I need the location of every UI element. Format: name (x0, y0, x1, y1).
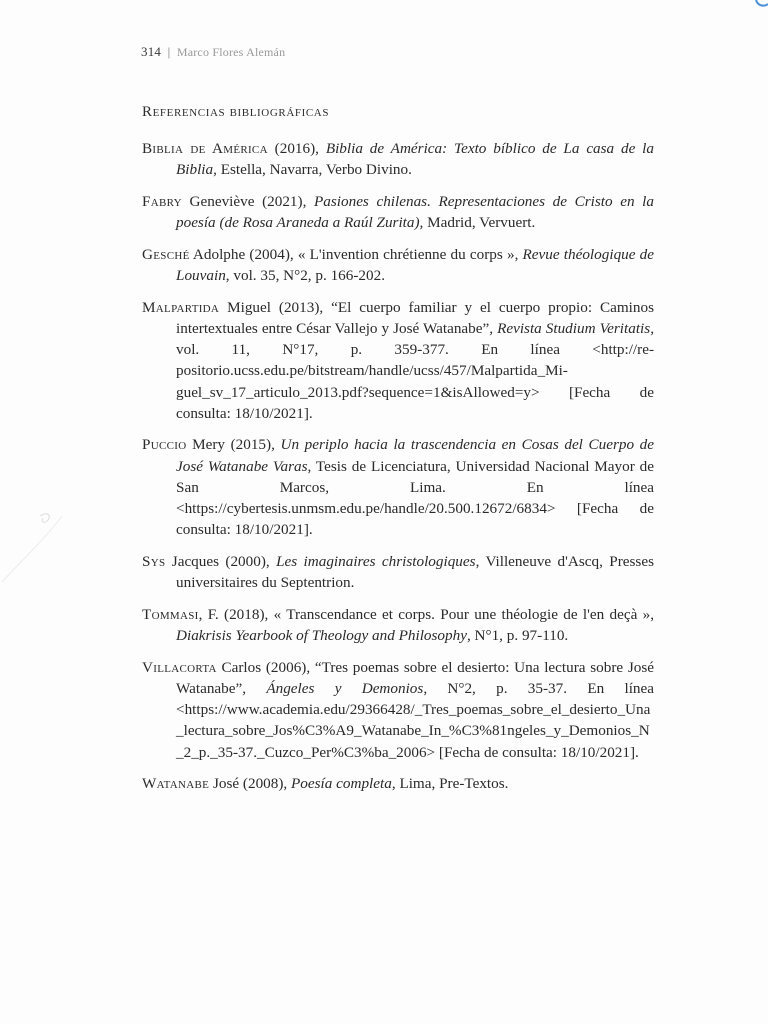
reference-author: Biblia de América (142, 140, 268, 157)
reference-title: Biblia de América: Texto bíblico de La casa de la Biblia (176, 140, 654, 179)
reference-entry (142, 138, 654, 180)
reference-entry (142, 434, 654, 540)
reference-title: Revista Studium Veritatis (497, 319, 651, 337)
reference-details: , Estella, Navarra, Verbo Divino. (213, 161, 412, 179)
section-title: Referencias bibliográficas (142, 104, 330, 120)
running-head-author: Marco Flores Alemán (176, 45, 286, 59)
reference-details: Madrid, Vervuert. (423, 214, 536, 232)
reference-title: Ángeles y Demonios (266, 679, 424, 697)
reference-author: Tommasi (142, 605, 199, 623)
reference-title: Revue théologique de Louvain (176, 245, 654, 285)
corner-mark-icon (754, 0, 768, 8)
reference-entry (142, 604, 654, 646)
reference-text: Jacques (2000), (165, 552, 277, 570)
reference-author: Fabry (142, 192, 182, 210)
reference-title: Pasiones chilenas. Representaciones de Cristo en la poesía (de Rosa Araneda a Raúl Zurita), (176, 192, 654, 232)
reference-title: Diakrisis Yearbook of Theology and Philosophy (176, 627, 467, 645)
reference-details: , vol. 11, N°17, p. 359-377. En línea <http://repositorio.ucss.edu.pe/bitstream/handle/ucss/457/Malpartida_Miguel_sv_17_articulo_2013.pdf?sequence=1&isAllowed=y> [Fecha de consulta: 18/10/2021]. (176, 319, 654, 422)
reference-details: , Tesis de Licenciatura, Universidad Nacional Mayor de San Marcos, Lima. En línea <https://cybertesis.unmsm.edu.pe/handle/20.500.12672/6834> [Fecha de consulta: 18/10/2021]. (176, 457, 654, 539)
reference-author: Watanabe (142, 775, 210, 793)
reference-entry (142, 551, 654, 593)
reference-entry (142, 657, 654, 763)
reference-list (142, 138, 654, 805)
reference-author: Malpartida (142, 298, 220, 316)
running-head (141, 44, 285, 60)
pencil-mark-icon (0, 470, 80, 590)
reference-entry (142, 297, 654, 424)
reference-entry (142, 244, 654, 286)
page-number: 314 (141, 44, 162, 59)
reference-text: Carlos (2006), “Tres poemas sobre el desierto: Una lectura sobre José Watanabe”, (176, 658, 654, 697)
reference-entry (142, 191, 654, 233)
reference-text: (2016), (267, 140, 326, 157)
reference-text: Miguel (2013), “El cuerpo familiar y el cuerpo propio: Caminos intertextuales entre César Vallejo y José Watanabe”, (176, 298, 654, 337)
reference-title: Poesía completa (291, 775, 392, 793)
reference-text: Geneviève (2021), (181, 192, 314, 210)
reference-title: Les imaginaires christologiques (276, 552, 476, 570)
reference-details: , Villeneuve d'Ascq, Presses universitaires du Septentrion. (176, 552, 654, 592)
reference-details: , N°1, p. 97-110. (466, 627, 569, 645)
reference-text: José (2008), (209, 775, 292, 793)
reference-author: Sys (142, 552, 166, 570)
reference-details: , Lima, Pre-Textos. (391, 775, 509, 793)
reference-text: , F. (2018), « Transcendance et corps. Pour une théologie de l'en deçà », (198, 605, 654, 623)
header-separator: | (167, 44, 171, 59)
reference-author: Puccio (142, 436, 187, 454)
reference-details: , vol. 35, N°2, p. 166-202. (225, 267, 386, 285)
reference-title: Un periplo hacia la trascendencia en Cosas del Cuerpo de José Watanabe Varas (176, 436, 655, 475)
reference-author: Villacorta (142, 658, 217, 676)
reference-details: , N°2, p. 35-37. En línea <https://www.academia.edu/29366428/_Tres_poemas_sobre_el_desierto_Una_lectura_sobre_Jos%C3%A9_Watanabe_In_%C3%81ngeles_y_Demonios_N_2_p._35-37._Cuzco_Per%C3%ba_2006> [Fecha de consulta: 18/10/2021]. (176, 679, 654, 761)
reference-text: Mery (2015), (186, 436, 281, 454)
reference-entry (142, 773, 654, 794)
reference-text: Adolphe (2004), « L'invention chrétienne du corps », (189, 245, 523, 263)
reference-author: Gesché (142, 245, 190, 263)
